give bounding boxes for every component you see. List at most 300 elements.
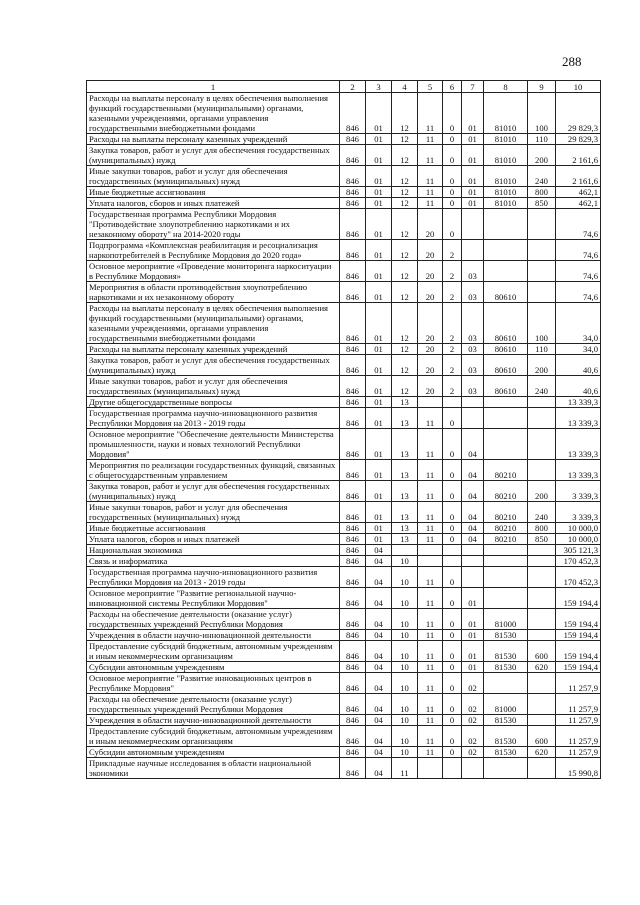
column-header: 2 [340,81,366,93]
section-code: 01 [366,198,392,209]
section-code: 04 [366,609,392,630]
subsection-code: 13 [392,502,418,523]
expense-type-code: 100 [528,93,556,134]
subsection-code: 12 [392,134,418,145]
subsection-code: 13 [392,523,418,534]
row-description: Предоставление субсидий бюджетным, автономным учреждениям и иным некоммерческим организациям [87,726,340,747]
expense-type-code [528,397,556,408]
activity-code [462,397,484,408]
section-code: 04 [366,758,392,779]
admin-code: 846 [340,166,366,187]
section-code: 01 [366,502,392,523]
program-code [418,758,443,779]
table-row [87,166,601,187]
subprogram-code: 0 [443,93,462,134]
table-row [87,198,601,209]
row-description: Расходы на выплаты персоналу казенных учреждений [87,134,340,145]
program-code: 20 [418,240,443,261]
admin-code: 846 [340,355,366,376]
table-row [87,758,601,779]
admin-code: 846 [340,523,366,534]
program-code: 11 [418,715,443,726]
budget-table [86,80,601,779]
activity-code: 02 [462,747,484,758]
row-description: Прикладные научные исследования в области национальной экономики [87,758,340,779]
activity-code: 03 [462,376,484,397]
amount: 40,6 [556,376,601,397]
subsection-code: 10 [392,673,418,694]
expense-code: 80210 [484,460,528,481]
admin-code: 846 [340,460,366,481]
amount: 13 339,3 [556,397,601,408]
expense-type-code [528,758,556,779]
expense-type-code [528,630,556,641]
row-description: Другие общегосударственные вопросы [87,397,340,408]
admin-code: 846 [340,641,366,662]
activity-code: 01 [462,630,484,641]
subsection-code: 13 [392,534,418,545]
expense-type-code: 100 [528,303,556,344]
amount: 29 829,3 [556,134,601,145]
expense-type-code [528,673,556,694]
admin-code: 846 [340,662,366,673]
subprogram-code: 0 [443,209,462,240]
section-code: 04 [366,715,392,726]
activity-code: 04 [462,523,484,534]
row-description: Расходы на выплаты персоналу в целях обеспечения выполнения функций государственными (муниципальными) органами, казенными учреждениями, органами управления государственными внебюджетными фондами [87,93,340,134]
expense-type-code [528,556,556,567]
subsection-code: 11 [392,758,418,779]
table-row [87,209,601,240]
admin-code: 846 [340,545,366,556]
expense-type-code [528,282,556,303]
amount: 3 339,3 [556,481,601,502]
program-code [418,556,443,567]
subsection-code: 10 [392,609,418,630]
activity-code: 03 [462,282,484,303]
admin-code: 846 [340,344,366,355]
section-code: 04 [366,662,392,673]
admin-code: 846 [340,134,366,145]
table-row [87,355,601,376]
row-description: Иные бюджетные ассигнования [87,523,340,534]
expense-code: 81530 [484,715,528,726]
expense-type-code [528,460,556,481]
subprogram-code: 0 [443,145,462,166]
expense-type-code: 850 [528,198,556,209]
subsection-code: 10 [392,556,418,567]
column-header: 4 [392,81,418,93]
amount: 11 257,9 [556,726,601,747]
admin-code: 846 [340,556,366,567]
expense-type-code: 800 [528,523,556,534]
amount: 159 194,4 [556,609,601,630]
subprogram-code: 0 [443,673,462,694]
amount: 159 194,4 [556,588,601,609]
page-number: 288 [562,54,582,69]
expense-code: 80610 [484,303,528,344]
expense-type-code [528,408,556,429]
subprogram-code: 0 [443,429,462,460]
table-row [87,567,601,588]
activity-code: 04 [462,481,484,502]
admin-code: 846 [340,726,366,747]
subprogram-code [443,545,462,556]
amount: 11 257,9 [556,715,601,726]
table-row [87,240,601,261]
subprogram-code: 0 [443,460,462,481]
activity-code [462,408,484,429]
subprogram-code: 0 [443,609,462,630]
section-code: 04 [366,567,392,588]
column-header: 5 [418,81,443,93]
section-code: 01 [366,481,392,502]
section-code: 01 [366,261,392,282]
amount: 11 257,9 [556,673,601,694]
admin-code: 846 [340,481,366,502]
expense-code: 81530 [484,641,528,662]
section-code: 04 [366,747,392,758]
program-code: 11 [418,93,443,134]
expense-type-code [528,261,556,282]
section-code: 04 [366,694,392,715]
expense-code: 81000 [484,609,528,630]
row-description: Основное мероприятие "Обеспечение деятельности Министерства промышленности, науки и новых технологий Республики Мордовия" [87,429,340,460]
program-code: 11 [418,523,443,534]
subprogram-code: 2 [443,376,462,397]
section-code: 01 [366,397,392,408]
admin-code: 846 [340,145,366,166]
program-code: 11 [418,198,443,209]
activity-code: 04 [462,460,484,481]
column-header: 8 [484,81,528,93]
expense-code: 80610 [484,282,528,303]
table-row [87,556,601,567]
expense-type-code: 200 [528,481,556,502]
program-code: 11 [418,567,443,588]
activity-code: 01 [462,93,484,134]
subprogram-code: 0 [443,588,462,609]
table-row [87,303,601,344]
admin-code: 846 [340,93,366,134]
expense-code: 80610 [484,344,528,355]
admin-code: 846 [340,715,366,726]
subsection-code: 12 [392,282,418,303]
expense-code: 81010 [484,166,528,187]
row-description: Основное мероприятие "Развитие инновационных центров в Республике Мордовия" [87,673,340,694]
activity-code: 04 [462,429,484,460]
admin-code: 846 [340,502,366,523]
amount: 159 194,4 [556,662,601,673]
table-row [87,534,601,545]
program-code: 11 [418,747,443,758]
row-description: Расходы на обеспечение деятельности (оказание услуг) государственных учреждений Республики Мордовия [87,609,340,630]
row-description: Государственная программа Республики Мордовия "Противодействие злоупотреблению наркотиками и их незаконному обороту" на 2014-2020 годы [87,209,340,240]
admin-code: 846 [340,694,366,715]
subprogram-code: 0 [443,641,462,662]
admin-code: 846 [340,567,366,588]
amount: 74,6 [556,282,601,303]
section-code: 04 [366,556,392,567]
section-code: 04 [366,673,392,694]
table-row [87,662,601,673]
admin-code: 846 [340,534,366,545]
program-code: 11 [418,187,443,198]
expense-code: 81000 [484,694,528,715]
expense-code [484,397,528,408]
subsection-code: 10 [392,641,418,662]
amount: 10 000,0 [556,534,601,545]
section-code: 04 [366,630,392,641]
table-row [87,641,601,662]
expense-type-code: 200 [528,145,556,166]
program-code: 20 [418,209,443,240]
table-row [87,282,601,303]
amount: 3 339,3 [556,502,601,523]
activity-code: 01 [462,641,484,662]
subprogram-code: 2 [443,355,462,376]
row-description: Уплата налогов, сборов и иных платежей [87,198,340,209]
table-row [87,145,601,166]
table-row [87,376,601,397]
expense-type-code [528,694,556,715]
expense-code: 81010 [484,198,528,209]
subprogram-code: 0 [443,198,462,209]
expense-code [484,240,528,261]
subprogram-code [443,556,462,567]
program-code [418,397,443,408]
program-code: 11 [418,726,443,747]
row-description: Учреждения в области научно-инновационной деятельности [87,715,340,726]
subsection-code: 12 [392,344,418,355]
table-row [87,408,601,429]
expense-type-code [528,715,556,726]
section-code: 01 [366,534,392,545]
subsection-code: 12 [392,93,418,134]
expense-type-code: 240 [528,376,556,397]
subsection-code: 10 [392,630,418,641]
expense-code [484,588,528,609]
program-code [418,545,443,556]
program-code: 11 [418,673,443,694]
expense-type-code [528,545,556,556]
expense-code [484,545,528,556]
expense-code: 81010 [484,134,528,145]
section-code: 01 [366,145,392,166]
subprogram-code: 2 [443,261,462,282]
row-description: Национальная экономика [87,545,340,556]
expense-code [484,673,528,694]
expense-code: 81530 [484,726,528,747]
expense-code: 81530 [484,630,528,641]
admin-code: 846 [340,198,366,209]
subsection-code: 13 [392,429,418,460]
section-code: 01 [366,166,392,187]
program-code: 20 [418,303,443,344]
amount: 11 257,9 [556,747,601,758]
amount: 10 000,0 [556,523,601,534]
table-row [87,481,601,502]
subsection-code: 10 [392,715,418,726]
row-description: Государственная программа научно-инновационного развития Республики Мордовия на 2013 - 2019 годы [87,567,340,588]
subprogram-code: 0 [443,534,462,545]
row-description: Связь и информатика [87,556,340,567]
table-row [87,694,601,715]
section-code: 01 [366,303,392,344]
subprogram-code: 0 [443,481,462,502]
expense-code: 80210 [484,481,528,502]
expense-type-code: 850 [528,534,556,545]
expense-code [484,556,528,567]
admin-code: 846 [340,376,366,397]
table-row [87,502,601,523]
activity-code [462,209,484,240]
section-code: 01 [366,376,392,397]
expense-code: 81010 [484,145,528,166]
amount: 159 194,4 [556,641,601,662]
program-code: 11 [418,588,443,609]
table-row [87,715,601,726]
row-description: Иные бюджетные ассигнования [87,187,340,198]
section-code: 01 [366,429,392,460]
program-code: 11 [418,609,443,630]
row-description: Расходы на обеспечение деятельности (оказание услуг) государственных учреждений Республики Мордовия [87,694,340,715]
table-row [87,134,601,145]
program-code: 20 [418,355,443,376]
row-description: Субсидии автономным учреждениям [87,747,340,758]
admin-code: 846 [340,758,366,779]
table-row [87,429,601,460]
section-code: 01 [366,209,392,240]
amount: 13 339,3 [556,408,601,429]
expense-type-code: 600 [528,641,556,662]
row-description: Уплата налогов, сборов и иных платежей [87,534,340,545]
expense-type-code: 240 [528,166,556,187]
subsection-code: 10 [392,567,418,588]
activity-code [462,567,484,588]
subprogram-code: 0 [443,694,462,715]
subsection-code: 10 [392,726,418,747]
expense-type-code [528,588,556,609]
subsection-code: 12 [392,355,418,376]
amount: 2 161,6 [556,166,601,187]
activity-code: 01 [462,609,484,630]
expense-code: 80210 [484,502,528,523]
row-description: Подпрограмма «Комплексная реабилитация и ресоциализация наркопотребителей в Республике Мордовия до 2020 года» [87,240,340,261]
activity-code: 02 [462,726,484,747]
activity-code: 03 [462,355,484,376]
table-row [87,344,601,355]
section-code: 01 [366,460,392,481]
subprogram-code: 0 [443,502,462,523]
row-description: Иные закупки товаров, работ и услуг для обеспечения государственных (муниципальных) нужд [87,166,340,187]
expense-code [484,261,528,282]
activity-code: 03 [462,303,484,344]
column-header: 3 [366,81,392,93]
amount: 34,0 [556,344,601,355]
table-header-row [87,81,601,93]
amount: 2 161,6 [556,145,601,166]
expense-type-code: 200 [528,355,556,376]
column-header: 6 [443,81,462,93]
activity-code [462,545,484,556]
activity-code: 04 [462,534,484,545]
subsection-code: 12 [392,240,418,261]
subprogram-code: 0 [443,630,462,641]
amount: 74,6 [556,209,601,240]
table-row [87,460,601,481]
subsection-code: 13 [392,481,418,502]
expense-type-code [528,567,556,588]
subprogram-code: 0 [443,523,462,534]
expense-code [484,429,528,460]
activity-code: 01 [462,134,484,145]
subprogram-code: 0 [443,747,462,758]
column-header: 9 [528,81,556,93]
subprogram-code: 0 [443,134,462,145]
activity-code: 01 [462,198,484,209]
subprogram-code: 0 [443,166,462,187]
subsection-code: 12 [392,209,418,240]
table-row [87,747,601,758]
program-code: 20 [418,261,443,282]
activity-code [462,758,484,779]
admin-code: 846 [340,209,366,240]
section-code: 01 [366,523,392,534]
subsection-code: 12 [392,376,418,397]
table-row [87,609,601,630]
subsection-code: 13 [392,408,418,429]
section-code: 04 [366,641,392,662]
amount: 74,6 [556,261,601,282]
admin-code: 846 [340,187,366,198]
admin-code: 846 [340,240,366,261]
amount: 462,1 [556,187,601,198]
subprogram-code: 0 [443,726,462,747]
table-row [87,545,601,556]
program-code: 11 [418,460,443,481]
amount: 11 257,9 [556,694,601,715]
table-row [87,261,601,282]
row-description: Иные закупки товаров, работ и услуг для обеспечения государственных (муниципальных) нужд [87,376,340,397]
table-row [87,726,601,747]
program-code: 11 [418,166,443,187]
expense-code: 80610 [484,376,528,397]
amount: 170 452,3 [556,556,601,567]
activity-code: 01 [462,662,484,673]
row-description: Закупка товаров, работ и услуг для обеспечения государственных (муниципальных) нужд [87,145,340,166]
expense-type-code [528,429,556,460]
subsection-code [392,545,418,556]
expense-type-code: 600 [528,726,556,747]
admin-code: 846 [340,673,366,694]
expense-type-code: 240 [528,502,556,523]
program-code: 20 [418,376,443,397]
amount: 29 829,3 [556,93,601,134]
expense-code: 80210 [484,534,528,545]
section-code: 04 [366,726,392,747]
admin-code: 846 [340,261,366,282]
admin-code: 846 [340,303,366,344]
subsection-code: 10 [392,747,418,758]
section-code: 01 [366,355,392,376]
expense-code [484,408,528,429]
admin-code: 846 [340,747,366,758]
table-row [87,630,601,641]
activity-code: 03 [462,261,484,282]
amount: 462,1 [556,198,601,209]
program-code: 11 [418,630,443,641]
